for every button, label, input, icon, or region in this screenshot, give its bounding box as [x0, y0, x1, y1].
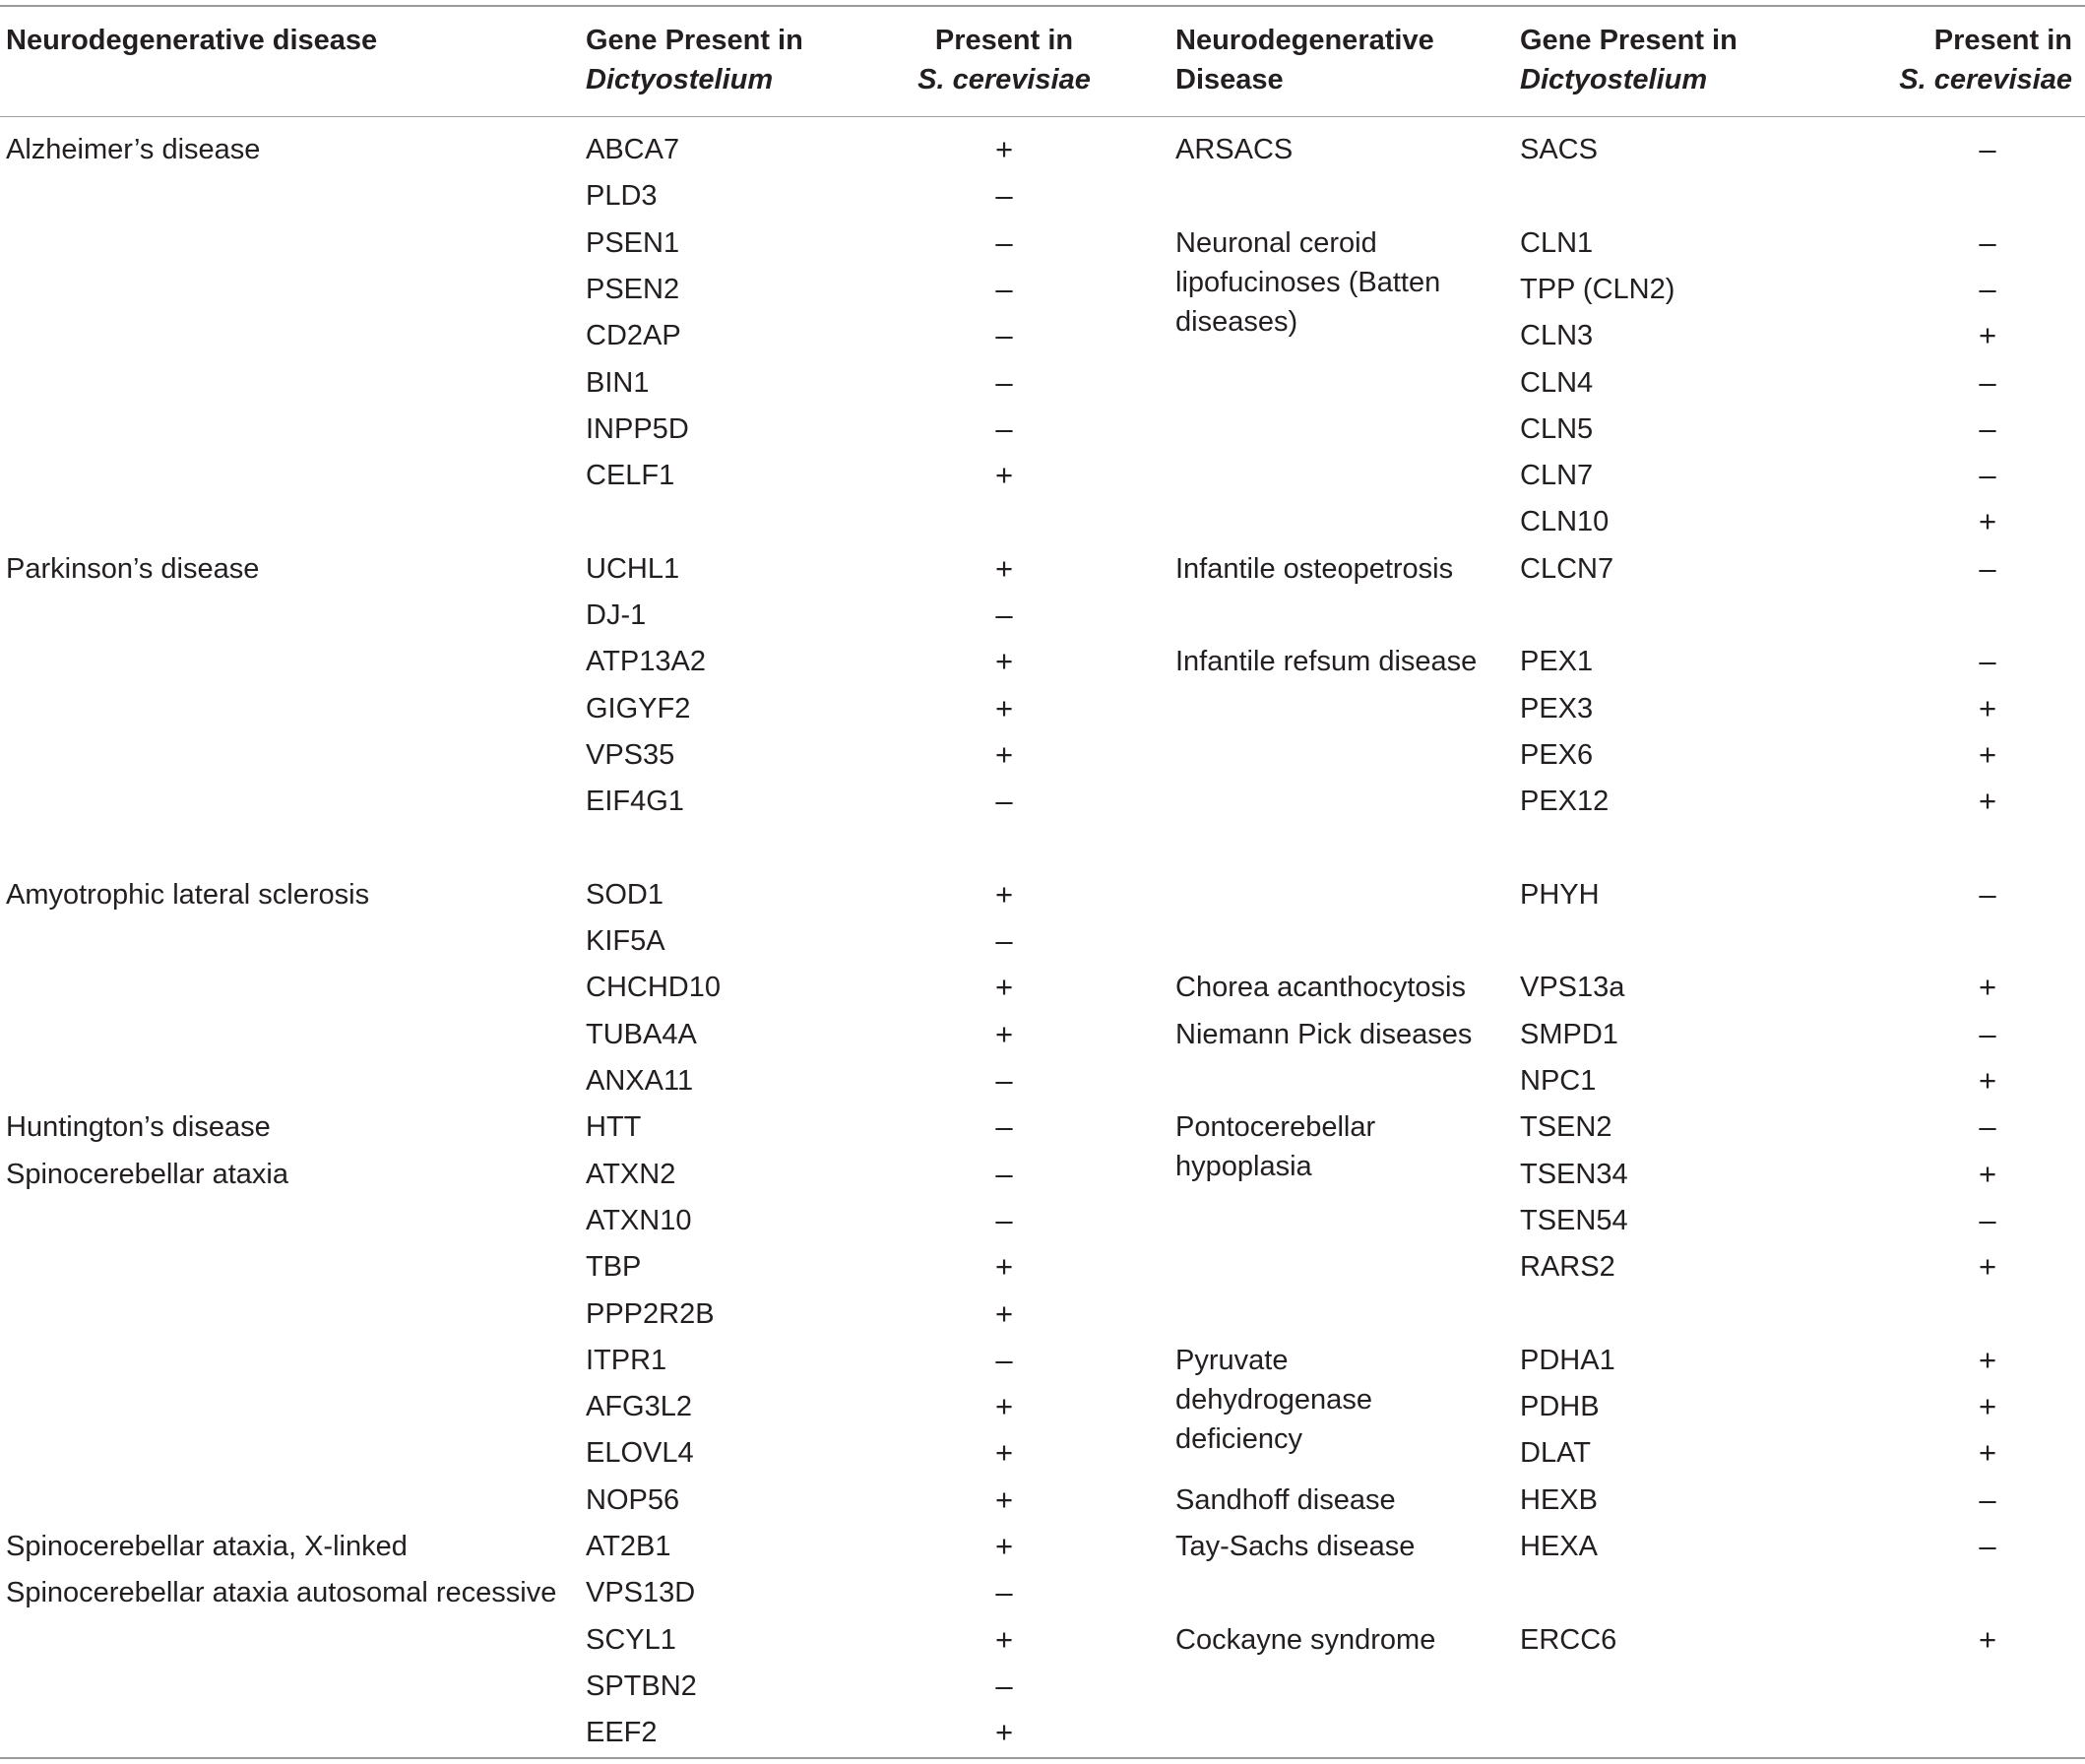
right-gene-cell: CLN7	[1520, 460, 1594, 492]
left-gene-cell: SCYL1	[586, 1623, 676, 1656]
right-presence-symbol: +	[1978, 1342, 1997, 1377]
right-presence-symbol: –	[1979, 1016, 1996, 1051]
right-presence-symbol: +	[1978, 1435, 1997, 1471]
left-presence-symbol: –	[995, 1202, 1013, 1237]
left-gene-cell: CD2AP	[586, 320, 681, 352]
left-gene-cell: PSEN1	[586, 226, 680, 259]
right-presence-symbol: –	[1979, 1481, 1996, 1517]
left-gene-cell: VPS13D	[586, 1577, 696, 1609]
right-gene-cell: ERCC6	[1520, 1623, 1617, 1656]
right-gene-cell: HEXA	[1520, 1531, 1598, 1562]
right-presence-symbol: –	[1979, 550, 1996, 586]
left-gene-cell: INPP5D	[586, 412, 689, 445]
right-gene-cell: TSEN34	[1520, 1158, 1628, 1190]
right-presence-symbol: +	[1978, 784, 1997, 819]
right-presence-symbol: –	[1979, 364, 1996, 400]
left-gene-cell: HTT	[586, 1111, 642, 1144]
left-gene-cell: UCHL1	[586, 552, 680, 585]
right-gene-cell: PDHB	[1520, 1391, 1600, 1423]
right-disease-label: lipofucinoses (Batten	[1175, 266, 1441, 298]
right-gene-cell: HEXB	[1520, 1483, 1598, 1516]
left-gene-cell: SOD1	[586, 878, 663, 911]
left-gene-cell: ATXN10	[586, 1204, 692, 1236]
right-gene-cell: PDHA1	[1520, 1344, 1615, 1376]
left-disease-label: Parkinson’s disease	[6, 552, 260, 585]
header-rule	[0, 116, 2085, 117]
left-presence-symbol: +	[994, 1715, 1014, 1750]
left-presence-symbol: +	[994, 1389, 1014, 1424]
header-left-present-line2: S. cerevisiae	[917, 64, 1091, 95]
header-right-disease-line2: Disease	[1175, 64, 1284, 95]
left-presence-symbol: –	[995, 1575, 1013, 1610]
right-presence-symbol: –	[1979, 458, 1996, 493]
right-presence-symbol: +	[1978, 690, 1997, 725]
right-disease-label: dehydrogenase	[1175, 1383, 1372, 1416]
right-gene-cell: TSEN2	[1520, 1111, 1612, 1144]
right-gene-cell: CLN5	[1520, 412, 1594, 445]
left-disease-label: Alzheimer’s disease	[6, 134, 261, 165]
right-disease-label: hypoplasia	[1175, 1151, 1312, 1183]
header-right-gene-line1: Gene Present in	[1520, 25, 1738, 56]
left-presence-symbol: –	[995, 271, 1013, 306]
left-disease-label: Amyotrophic lateral sclerosis	[6, 878, 370, 911]
left-gene-cell: PSEN2	[586, 273, 680, 305]
left-gene-cell: ANXA11	[586, 1065, 694, 1097]
left-gene-cell: PPP2R2B	[586, 1297, 715, 1330]
left-gene-cell: AFG3L2	[586, 1391, 692, 1423]
right-gene-cell: PEX3	[1520, 692, 1594, 724]
right-gene-cell: CLN3	[1520, 320, 1594, 352]
right-presence-symbol: –	[1979, 876, 1996, 912]
right-gene-cell: SACS	[1520, 134, 1598, 165]
left-gene-cell: ELOVL4	[586, 1437, 694, 1470]
right-presence-symbol: +	[1978, 1389, 1997, 1424]
left-presence-symbol: +	[994, 1529, 1014, 1563]
right-disease-label: Sandhoff disease	[1175, 1483, 1396, 1516]
header-right-gene-line2: Dictyostelium	[1520, 64, 1708, 95]
top-rule	[0, 5, 2085, 7]
header-right-present	[1880, 21, 2072, 99]
right-presence-symbol: –	[1979, 1109, 1996, 1145]
left-gene-cell: TBP	[586, 1251, 642, 1284]
right-gene-cell: RARS2	[1520, 1251, 1615, 1284]
left-gene-cell: CHCHD10	[586, 972, 721, 1004]
header-right-present-line2: S. cerevisiae	[1899, 64, 2072, 95]
left-disease-label: Huntington’s disease	[6, 1111, 271, 1144]
right-disease-label: Infantile osteopetrosis	[1175, 552, 1454, 585]
header-right-disease	[1175, 21, 1434, 99]
left-presence-symbol: –	[995, 923, 1013, 959]
left-presence-symbol: –	[995, 1668, 1013, 1703]
header-right-gene	[1520, 21, 1738, 99]
right-gene-cell: CLN4	[1520, 366, 1594, 399]
header-right-present-line1: Present in	[1933, 25, 2072, 56]
left-presence-symbol: –	[995, 178, 1013, 214]
left-gene-cell: EIF4G1	[586, 786, 684, 818]
left-presence-symbol: +	[994, 690, 1014, 725]
right-gene-cell: CLCN7	[1520, 552, 1614, 585]
right-disease-label: Neuronal ceroid	[1175, 226, 1377, 259]
left-presence-symbol: –	[995, 784, 1013, 819]
right-presence-symbol: +	[1978, 1249, 1997, 1285]
left-disease-label: Spinocerebellar ataxia, X-linked	[6, 1531, 408, 1562]
left-gene-cell: DJ-1	[586, 599, 647, 631]
left-gene-cell: ATP13A2	[586, 646, 706, 678]
left-gene-cell: VPS35	[586, 738, 675, 771]
right-presence-symbol: +	[1978, 1063, 1997, 1098]
left-presence-symbol: –	[995, 410, 1013, 446]
right-disease-label: Pontocerebellar	[1175, 1111, 1376, 1144]
left-presence-symbol: +	[994, 1435, 1014, 1471]
right-presence-symbol: –	[1979, 132, 1996, 166]
right-gene-cell: PEX12	[1520, 786, 1610, 818]
left-presence-symbol: +	[994, 1621, 1014, 1657]
right-disease-label: Chorea acanthocytosis	[1175, 972, 1466, 1004]
right-gene-cell: NPC1	[1520, 1065, 1597, 1097]
left-gene-cell: SPTBN2	[586, 1670, 697, 1702]
right-presence-symbol: –	[1979, 1202, 1996, 1237]
left-gene-cell: AT2B1	[586, 1531, 671, 1562]
left-gene-cell: CELF1	[586, 460, 675, 492]
header-left-present-line1: Present in	[934, 25, 1074, 56]
right-presence-symbol: +	[1978, 736, 1997, 772]
right-disease-label: Infantile refsum disease	[1175, 646, 1478, 678]
right-gene-cell: PHYH	[1520, 878, 1600, 911]
left-presence-symbol: +	[994, 736, 1014, 772]
left-presence-symbol: +	[994, 644, 1014, 679]
left-gene-cell: EEF2	[586, 1717, 658, 1749]
right-gene-cell: SMPD1	[1520, 1018, 1618, 1050]
right-gene-cell: VPS13a	[1520, 972, 1625, 1004]
left-gene-cell: KIF5A	[586, 925, 665, 958]
left-presence-symbol: +	[994, 1481, 1014, 1517]
left-presence-symbol: –	[995, 1109, 1013, 1145]
left-presence-symbol: +	[994, 458, 1014, 493]
left-presence-symbol: –	[995, 598, 1013, 632]
right-gene-cell: CLN1	[1520, 226, 1594, 259]
left-presence-symbol: –	[995, 1156, 1013, 1191]
left-presence-symbol: +	[994, 132, 1014, 166]
left-presence-symbol: –	[995, 364, 1013, 400]
right-gene-cell: DLAT	[1520, 1437, 1591, 1470]
right-disease-label: Niemann Pick diseases	[1175, 1018, 1473, 1050]
right-presence-symbol: –	[1979, 224, 1996, 260]
right-disease-label: Cockayne syndrome	[1175, 1623, 1436, 1656]
right-presence-symbol: –	[1979, 410, 1996, 446]
header-left-gene	[586, 21, 803, 99]
left-gene-cell: PLD3	[586, 180, 658, 213]
left-presence-symbol: +	[994, 970, 1014, 1005]
bottom-rule	[0, 1757, 2085, 1759]
left-presence-symbol: +	[994, 876, 1014, 912]
right-presence-symbol: –	[1979, 1529, 1996, 1563]
right-presence-symbol: +	[1978, 504, 1997, 539]
header-left-gene-line1: Gene Present in	[586, 25, 803, 56]
left-gene-cell: NOP56	[586, 1483, 680, 1516]
left-presence-symbol: +	[994, 550, 1014, 586]
left-gene-cell: GIGYF2	[586, 692, 691, 724]
right-gene-cell: PEX6	[1520, 738, 1594, 771]
left-gene-cell: TUBA4A	[586, 1018, 697, 1050]
left-gene-cell: ATXN2	[586, 1158, 676, 1190]
right-presence-symbol: +	[1978, 1156, 1997, 1191]
left-gene-cell: BIN1	[586, 366, 650, 399]
left-gene-cell: ABCA7	[586, 134, 680, 165]
right-disease-label: deficiency	[1175, 1422, 1302, 1455]
left-disease-label: Spinocerebellar ataxia	[6, 1158, 288, 1190]
right-gene-cell: CLN10	[1520, 506, 1610, 538]
right-presence-symbol: –	[1979, 644, 1996, 679]
right-presence-symbol: +	[1978, 970, 1997, 1005]
right-disease-label: diseases)	[1175, 305, 1298, 338]
right-presence-symbol: –	[1979, 271, 1996, 306]
left-gene-cell: ITPR1	[586, 1344, 667, 1376]
right-disease-label: Pyruvate	[1175, 1344, 1289, 1376]
left-presence-symbol: –	[995, 318, 1013, 353]
right-disease-label: ARSACS	[1175, 134, 1294, 165]
right-presence-symbol: +	[1978, 318, 1997, 353]
right-disease-label: Tay-Sachs disease	[1175, 1531, 1416, 1562]
left-disease-label: Spinocerebellar ataxia autosomal recessive	[6, 1577, 557, 1609]
right-gene-cell: TPP (CLN2)	[1520, 273, 1675, 305]
left-presence-symbol: +	[994, 1295, 1014, 1331]
left-presence-symbol: –	[995, 224, 1013, 260]
left-presence-symbol: +	[994, 1249, 1014, 1285]
right-gene-cell: PEX1	[1520, 646, 1594, 678]
header-right-disease-line1: Neurodegenerative	[1175, 25, 1434, 56]
left-presence-symbol: –	[995, 1063, 1013, 1098]
header-left-disease: Neurodegenerative disease	[6, 25, 378, 56]
left-presence-symbol: –	[995, 1342, 1013, 1377]
left-presence-symbol: +	[994, 1016, 1014, 1051]
right-presence-symbol: +	[1978, 1621, 1997, 1657]
right-gene-cell: TSEN54	[1520, 1204, 1628, 1236]
header-left-gene-line2: Dictyostelium	[586, 64, 774, 95]
